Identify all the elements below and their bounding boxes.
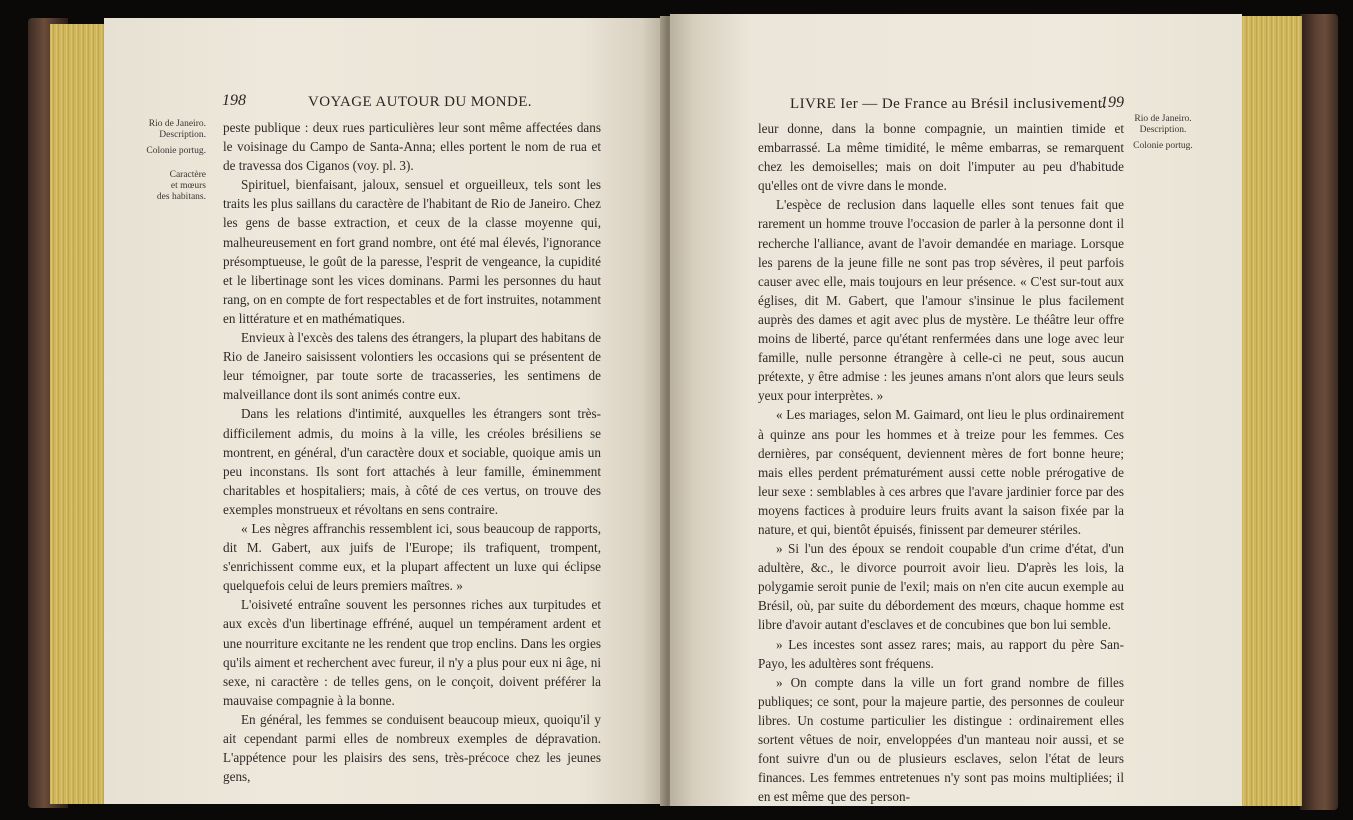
- paragraph: Envieux à l'excès des talens des étrangers, la plupart des habitans de Rio de Janeiro saisissent volontiers les occasions qui se présentent de leur témoigner, par toute sorte de tracasseries, les sentimens de malveillance dont ils sont animés contre eux.: [223, 330, 601, 403]
- running-head: VOYAGE AUTOUR DU MONDE.: [308, 94, 532, 110]
- paragraph: L'espèce de reclusion dans laquelle elles sont tenues fait que rarement un homme trouve l'occasion de parler à la personne dont il recherche l'alliance, avant de l'avoir demandée en mariage. Lorsque les parens de la jeune fille ne sont pas trop sévères, il peut parfois causer avec elle, mais toujours en leur présence. « C'est sur-tout aux églises, dit M. Gabert, que l'amour s'insinue le plus facilement auprès des dames et agit avec plus de mystère. Le théâtre leur offre moins de liberté, parce qu'étant renfermées dans une loge avec leur famille, nulle personne étrangère à celle-ci ne peut, sous aucun prétexte, y être admise : les jeunes amans n'ont alors que leurs seuls yeux pour interprètes. »: [758, 197, 1124, 404]
- margin-note-topic: [144, 170, 206, 203]
- margin-note-line: Rio de Janeiro.: [1134, 114, 1192, 124]
- page-number: 198: [222, 92, 246, 109]
- paragraph: Spirituel, bienfaisant, jaloux, sensuel et orgueilleux, tels sont les traits les plus saillans du caractère de l'habitant de Rio de Janeiro. Chez les gens de basse extraction, et ceux de la classe moyenne qui, malheureusement en fort grand nombre, ont été mal élevés, l'ignorance présomptueuse, le goût de la paresse, l'esprit de vengeance, la cupidité et le libertinage sont les vices dominans. Parmi les personnes du haut rang, on en compte de fort respectables et de fort instruites, notamment en littérature et en mathématiques.: [223, 177, 601, 326]
- right-page-body: [758, 119, 1124, 806]
- margin-note-line: Caractère: [169, 170, 206, 180]
- paragraph: » Les incestes sont assez rares; mais, au rapport du père San-Payo, les adultères sont fréquens.: [758, 636, 1124, 671]
- margin-note-place: [1128, 114, 1198, 152]
- margin-note-line: Description.: [159, 130, 206, 140]
- margin-note-line: Rio de Janeiro.: [148, 119, 206, 129]
- margin-note-line: des habitans.: [156, 192, 206, 202]
- margin-note-place: [144, 119, 206, 157]
- paragraph: En général, les femmes se conduisent beaucoup mieux, quoiqu'il y ait cependant parmi elles de nombreux exemples de dépravation. L'appétence pour les plaisirs des sens, très-précoce chez les jeunes gens,: [223, 711, 601, 785]
- paragraph: « Les nègres affranchis ressemblent ici, sous beaucoup de rapports, dit M. Gabert, aux juifs de l'Europe; ils trafiquent, trompent, s'enrichissent comme eux, et la plupart affectent un luxe qui éclipse quelquefois celui de leurs premiers maîtres. »: [223, 520, 601, 594]
- paragraph: leur donne, dans la bonne compagnie, un maintien timide et embarrassé. La même timidité, le même embarras, se remarquent chez les demoiselles; mais on doit l'imputer au peu d'habitude qu'elles ont de vivre dans le monde.: [758, 121, 1124, 194]
- paragraph: « Les mariages, selon M. Gaimard, ont lieu le plus ordinairement à quinze ans pour les hommes et à treize pour les femmes. Ces dernières, par conséquent, deviennent mères de fort bonne heure; mais elles perdent prématurément aussi cette noble prérogative de leur sexe : semblables à ces arbres que l'avare jardinier force par des moyens factices à produire leurs fruits avant la saison fixée par la nature, et qui, bientôt épuisés, finissent par demeurer stériles.: [758, 407, 1124, 537]
- paragraph: » On compte dans la ville un fort grand nombre de filles publiques; ce sont, pour la majeure partie, des personnes de couleur libres. Un costume particulier les distingue : ordinairement elles sortent vêtues de noir, enveloppées d'un manteau noir aussi, et se font suivre d'un ou de plusieurs esclaves, selon l'état de leurs finances. Les femmes entretenues n'y sont pas moins multipliées; il en est même que des person-: [758, 674, 1124, 805]
- paragraph: L'oisiveté entraîne souvent les personnes riches aux turpitudes et aux excès d'un libertinage effréné, auquel un tempérament ardent et une nourriture excitante ne les rendent que trop enclins. Dans les orgies qu'ils aiment et recherchent avec fureur, il n'y a plus pour eux ni âge, ni sexe, ni caractère : de telles gens, on le conçoit, doivent préférer la mauvaise compagnie à la bonne.: [223, 597, 601, 708]
- page-edges-right: [1240, 16, 1302, 806]
- margin-note-line: Description.: [1139, 125, 1187, 135]
- paragraph: Dans les relations d'intimité, auxquelles les étrangers sont très-difficilement admis, du moins à la ville, les créoles brésiliens se montrent, en général, d'un caractère doux et sociable, quoique amis un peu inconstans. Ils sont fort attachés à leur famille, éminemment charitables et hospitaliers; mais, à côté de ces vertus, on trouve des exemples monstrueux et révoltans en sens contraire.: [223, 406, 601, 517]
- margin-note-line: et mœurs: [170, 181, 206, 191]
- paragraph: » Si l'un des époux se rendoit coupable d'un crime d'état, d'un adultère, &c., le divorce pourroit avoir lieu. D'après les lois, la polygamie seroit punie de l'exil; mais on n'en cite aucun exemple au Brésil, où, par suite du débordement des mœurs, chaque homme est libre d'avoir autant d'esclaves et de concubines que bon lui semble.: [758, 541, 1124, 633]
- margin-note-line: Colonie portug.: [146, 146, 206, 156]
- left-page: [104, 18, 664, 804]
- page-edges-left: [50, 24, 106, 804]
- margin-note-line: Colonie portug.: [1133, 141, 1193, 151]
- paragraph: peste publique : deux rues particulières leur sont même affectées dans le voisinage du Campo de Santa-Anna; elles portent le nom de rua et de travessa dos Ciganos (voy. pl. 3).: [223, 120, 601, 174]
- book-cover-right: [1300, 14, 1338, 810]
- running-head: LIVRE Ier — De France au Brésil inclusivement.: [790, 96, 1107, 112]
- page-number: 199: [1100, 94, 1124, 111]
- left-page-body: [223, 118, 601, 786]
- right-page: [670, 14, 1242, 806]
